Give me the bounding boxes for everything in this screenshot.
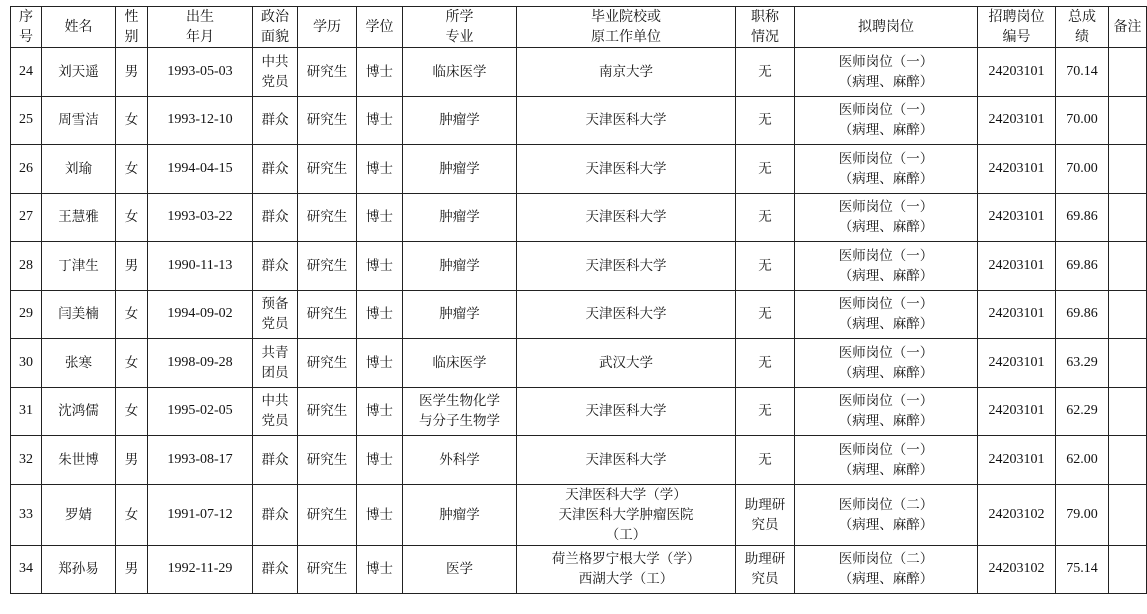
cell-birth: 1993-03-22 [148,193,253,242]
cell-title-line: 无 [758,451,772,468]
cell-title-line: 无 [758,403,772,420]
cell-remark [1109,48,1147,97]
cell-position-line: 医师岗位（一） [838,102,934,119]
cell-title [736,387,795,436]
cell-score: 70.00 [1056,145,1109,194]
cell-name: 沈鸿儒 [42,387,116,436]
cell-score: 70.14 [1056,48,1109,97]
cell-remark [1109,387,1147,436]
table-row [11,484,1147,545]
cell-school [517,242,736,291]
cell-score: 63.29 [1056,339,1109,388]
header-degree [357,7,403,48]
cell-remark [1109,193,1147,242]
cell-remark [1109,436,1147,485]
cell-political-line: 群众 [261,160,289,177]
table-row [11,290,1147,339]
header-birth [148,7,253,48]
cell-political [253,339,298,388]
cell-major [403,545,517,594]
cell-position-line: （病理、麻醉） [838,316,934,333]
cell-major-line: 肿瘤学 [439,209,480,226]
header-label: 姓名 [64,19,93,35]
cell-degree: 博士 [357,290,403,339]
cell-position-line: 医师岗位（一） [838,150,934,167]
cell-political-line: 群众 [261,506,289,523]
cell-title [736,545,795,594]
header-label: 别 [124,29,139,45]
cell-major-line: 肿瘤学 [439,257,480,274]
cell-school-line: 西湖大学（工） [578,571,674,588]
header-label: 毕业院校或 [591,9,661,25]
cell-political [253,242,298,291]
cell-political-line: 群众 [261,561,289,578]
cell-major [403,48,517,97]
cell-gender: 女 [116,484,148,545]
cell-gender: 男 [116,436,148,485]
cell-major-line: 肿瘤学 [439,306,480,323]
cell-political [253,96,298,145]
cell-education: 研究生 [298,193,357,242]
cell-name: 刘瑜 [42,145,116,194]
cell-education: 研究生 [298,96,357,145]
cell-title [736,48,795,97]
cell-title-line: 助理研 [744,496,786,513]
header-label: 所学 [445,9,474,25]
cell-remark [1109,484,1147,545]
header-label: 情况 [751,29,779,45]
cell-degree: 博士 [357,436,403,485]
cell-gender: 男 [116,242,148,291]
cell-gender: 女 [116,96,148,145]
cell-major [403,145,517,194]
header-label: 职称 [751,9,779,25]
cell-school-line: 天津医科大学 [585,209,667,226]
cell-education: 研究生 [298,387,357,436]
cell-no: 34 [11,545,42,594]
cell-position-line: （病理、麻醉） [838,364,934,381]
cell-position-line: （病理、麻醉） [838,571,934,588]
cell-position-code: 24203101 [978,290,1056,339]
cell-school [517,339,736,388]
table-row [11,242,1147,291]
cell-no: 32 [11,436,42,485]
cell-major [403,436,517,485]
cell-degree: 博士 [357,545,403,594]
header-score [1056,7,1109,48]
cell-position [795,484,978,545]
cell-position-line: 医师岗位（一） [838,247,934,264]
cell-school-line: （工） [605,526,647,543]
cell-political-line: 预备 [261,296,289,313]
cell-major [403,96,517,145]
header-no [11,7,42,48]
cell-position-code: 24203101 [978,96,1056,145]
cell-school [517,145,736,194]
cell-position-code: 24203101 [978,387,1056,436]
cell-position [795,145,978,194]
cell-title [736,96,795,145]
cell-degree: 博士 [357,339,403,388]
cell-name: 罗婧 [42,484,116,545]
header-label: 拟聘岗位 [858,19,914,35]
header-title [736,7,795,48]
cell-position-line: （病理、麻醉） [838,267,934,284]
header-label: 学历 [313,19,341,35]
header-label: 号 [19,29,33,45]
cell-position-line: （病理、麻醉） [838,516,934,533]
header-label: 序 [19,9,33,25]
cell-position-line: （病理、麻醉） [838,122,934,139]
cell-position-line: 医师岗位（二） [838,496,934,513]
cell-school-line: 天津医科大学（学） [565,486,687,503]
header-label: 面貌 [261,29,289,45]
cell-no: 24 [11,48,42,97]
cell-gender: 男 [116,545,148,594]
cell-school-line: 荷兰格罗宁根大学（学） [551,551,701,568]
table-row [11,96,1147,145]
cell-no: 30 [11,339,42,388]
cell-score: 69.86 [1056,290,1109,339]
cell-title-line: 无 [758,306,772,323]
cell-title [736,145,795,194]
cell-gender: 女 [116,145,148,194]
header-position [795,7,978,48]
header-political [253,7,298,48]
cell-score: 70.00 [1056,96,1109,145]
cell-position [795,48,978,97]
cell-position [795,193,978,242]
cell-degree: 博士 [357,48,403,97]
cell-position [795,339,978,388]
cell-political-line: 中共 [261,53,289,70]
cell-title [736,290,795,339]
cell-major [403,339,517,388]
cell-political-line: 群众 [261,257,289,274]
cell-major-line: 肿瘤学 [439,112,480,129]
cell-school-line: 天津医科大学 [585,112,667,129]
cell-degree: 博士 [357,242,403,291]
cell-political [253,145,298,194]
cell-birth: 1995-02-05 [148,387,253,436]
cell-political-line: 群众 [261,112,289,129]
cell-major [403,484,517,545]
cell-degree: 博士 [357,387,403,436]
recruitment-table [10,6,1147,594]
cell-name: 朱世博 [42,436,116,485]
cell-degree: 博士 [357,193,403,242]
cell-score: 62.29 [1056,387,1109,436]
cell-name: 张寒 [42,339,116,388]
header-label: 政治 [261,9,289,25]
cell-title-line: 无 [758,112,772,129]
cell-position-line: 医师岗位（一） [838,393,934,410]
header-label: 性 [124,9,139,25]
cell-degree: 博士 [357,145,403,194]
cell-no: 33 [11,484,42,545]
cell-education: 研究生 [298,545,357,594]
table-row [11,193,1147,242]
cell-political [253,48,298,97]
cell-political-line: 党员 [261,316,289,333]
cell-political [253,193,298,242]
cell-political [253,545,298,594]
table-row [11,545,1147,594]
header-major [403,7,517,48]
cell-gender: 男 [116,48,148,97]
cell-major [403,242,517,291]
header-label: 出生 [186,9,214,25]
cell-position-line: 医师岗位（一） [838,53,934,70]
cell-birth: 1993-12-10 [148,96,253,145]
cell-position-code: 24203101 [978,193,1056,242]
cell-birth: 1993-05-03 [148,48,253,97]
cell-position-code: 24203102 [978,484,1056,545]
header-remark [1109,7,1147,48]
cell-name: 刘天遥 [42,48,116,97]
cell-title-line: 助理研 [744,551,786,568]
cell-school-line: 天津医科大学 [585,403,667,420]
header-label: 总成 [1068,9,1096,25]
header-label: 学位 [365,19,394,35]
cell-birth: 1998-09-28 [148,339,253,388]
cell-political [253,290,298,339]
cell-education: 研究生 [298,145,357,194]
cell-position-line: 医师岗位（一） [838,199,934,216]
cell-school-line: 天津医科大学 [585,451,667,468]
cell-school-line: 天津医科大学 [585,306,667,323]
cell-position-line: （病理、麻醉） [838,219,934,236]
cell-remark [1109,545,1147,594]
cell-position-line: 医师岗位（一） [838,441,934,458]
cell-position-code: 24203101 [978,48,1056,97]
cell-birth: 1994-09-02 [148,290,253,339]
cell-gender: 女 [116,339,148,388]
cell-no: 25 [11,96,42,145]
cell-political-line: 党员 [261,73,289,90]
cell-school [517,436,736,485]
header-label: 绩 [1075,29,1089,45]
cell-position-line: （病理、麻醉） [838,73,934,90]
cell-school [517,484,736,545]
cell-name: 闫美楠 [42,290,116,339]
cell-major-line: 临床医学 [432,354,487,371]
cell-title-line: 无 [758,257,772,274]
cell-remark [1109,145,1147,194]
cell-no: 29 [11,290,42,339]
header-gender [116,7,148,48]
cell-political [253,436,298,485]
cell-school [517,193,736,242]
cell-birth: 1992-11-29 [148,545,253,594]
cell-remark [1109,242,1147,291]
cell-political [253,484,298,545]
cell-position-line: （病理、麻醉） [838,413,934,430]
table-row [11,48,1147,97]
cell-position [795,290,978,339]
cell-political-line: 群众 [261,209,289,226]
cell-position [795,387,978,436]
cell-birth: 1993-08-17 [148,436,253,485]
cell-position-line: 医师岗位（二） [838,551,934,568]
table-row [11,387,1147,436]
cell-position-line: 医师岗位（一） [838,296,934,313]
cell-birth: 1994-04-15 [148,145,253,194]
cell-position [795,545,978,594]
cell-no: 31 [11,387,42,436]
cell-score: 62.00 [1056,436,1109,485]
cell-political-line: 中共 [261,393,289,410]
cell-school-line: 南京大学 [599,63,653,80]
header-row [11,7,1147,48]
cell-score: 69.86 [1056,193,1109,242]
cell-title-line: 究员 [751,571,779,588]
cell-position [795,242,978,291]
cell-political-line: 群众 [261,451,289,468]
cell-major-line: 与分子生物学 [419,413,500,430]
cell-title [736,242,795,291]
header-label: 年月 [186,29,214,45]
cell-title-line: 究员 [751,516,779,533]
cell-major-line: 医学生物化学 [419,393,500,410]
header-label: 招聘岗位 [988,9,1045,25]
cell-education: 研究生 [298,436,357,485]
table-header [11,7,1147,48]
cell-school [517,545,736,594]
cell-degree: 博士 [357,484,403,545]
cell-position-code: 24203101 [978,339,1056,388]
cell-position-line: （病理、麻醉） [838,170,934,187]
cell-birth: 1991-07-12 [148,484,253,545]
cell-school-line: 天津医科大学 [585,160,667,177]
cell-major [403,290,517,339]
cell-major [403,387,517,436]
cell-school [517,387,736,436]
cell-position-code: 24203101 [978,242,1056,291]
cell-name: 王慧雅 [42,193,116,242]
cell-school-line: 天津医科大学肿瘤医院 [558,506,694,523]
header-education [298,7,357,48]
cell-name: 丁津生 [42,242,116,291]
cell-major-line: 肿瘤学 [439,506,480,523]
cell-school [517,48,736,97]
cell-title-line: 无 [758,160,772,177]
header-name [42,7,116,48]
cell-score: 69.86 [1056,242,1109,291]
cell-political [253,387,298,436]
cell-school [517,290,736,339]
cell-position [795,96,978,145]
cell-remark [1109,339,1147,388]
cell-score: 79.00 [1056,484,1109,545]
table-row [11,436,1147,485]
cell-remark [1109,96,1147,145]
header-school [517,7,736,48]
cell-name: 郑孙易 [42,545,116,594]
cell-remark [1109,290,1147,339]
cell-education: 研究生 [298,48,357,97]
cell-position-line: 医师岗位（一） [838,344,934,361]
table-body [11,48,1147,594]
cell-title-line: 无 [758,63,772,80]
cell-gender: 女 [116,193,148,242]
cell-position-code: 24203101 [978,436,1056,485]
header-label: 备注 [1113,19,1142,35]
cell-score: 75.14 [1056,545,1109,594]
header-label: 专业 [445,29,474,45]
cell-gender: 女 [116,387,148,436]
cell-no: 28 [11,242,42,291]
cell-major-line: 医学 [446,561,473,578]
table-row [11,339,1147,388]
cell-position-code: 24203102 [978,545,1056,594]
cell-major [403,193,517,242]
header-position-code [978,7,1056,48]
cell-title-line: 无 [758,354,772,371]
cell-position-line: （病理、麻醉） [838,461,934,478]
cell-education: 研究生 [298,339,357,388]
cell-title [736,436,795,485]
cell-no: 27 [11,193,42,242]
cell-school-line: 天津医科大学 [585,257,667,274]
table-row [11,145,1147,194]
cell-political-line: 党员 [261,413,289,430]
cell-major-line: 外科学 [439,451,480,468]
cell-position-code: 24203101 [978,145,1056,194]
header-label: 原工作单位 [591,29,661,45]
cell-gender: 女 [116,290,148,339]
cell-title [736,193,795,242]
cell-degree: 博士 [357,96,403,145]
cell-school-line: 武汉大学 [599,354,653,371]
cell-title [736,339,795,388]
cell-major-line: 肿瘤学 [439,160,480,177]
cell-major-line: 临床医学 [432,63,487,80]
cell-education: 研究生 [298,484,357,545]
cell-school [517,96,736,145]
header-label: 编号 [1002,29,1031,45]
cell-no: 26 [11,145,42,194]
cell-title [736,484,795,545]
cell-education: 研究生 [298,242,357,291]
cell-title-line: 无 [758,209,772,226]
cell-name: 周雪洁 [42,96,116,145]
cell-political-line: 共青 [261,344,289,361]
cell-education: 研究生 [298,290,357,339]
cell-position [795,436,978,485]
cell-birth: 1990-11-13 [148,242,253,291]
cell-political-line: 团员 [261,364,289,381]
